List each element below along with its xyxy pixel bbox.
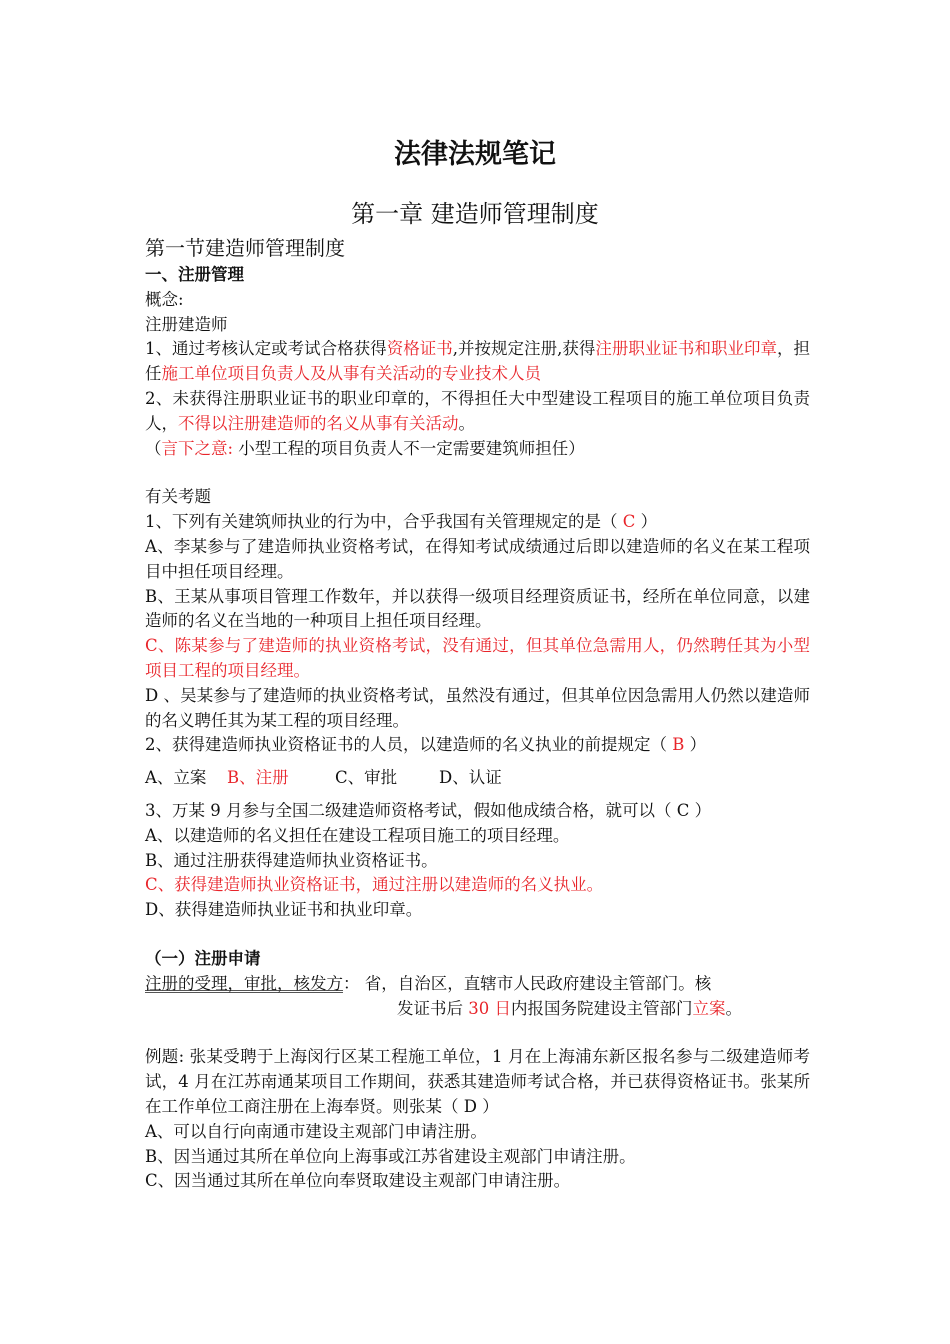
part-heading: 一、注册管理	[145, 265, 244, 284]
def1-text: ,并按规定注册,获得	[452, 339, 596, 359]
definition-2	[145, 387, 810, 437]
q2-stem-text: ）	[684, 735, 707, 755]
q1-option-c: C、陈某参与了建造师的执业资格考试，没有通过，但其单位急需用人，仍然聘任其为小型项目工程的项目经理。	[145, 636, 810, 680]
q2-answer: B	[672, 735, 685, 755]
registration-text: 内报国务院建设主管部门	[511, 998, 693, 1018]
example-option-a: A、可以自行向南通市建设主观部门申请注册。	[145, 1121, 487, 1141]
q1-stem-text: 1、下列有关建筑师执业的行为中，合乎我国有关管理规定的是（	[145, 512, 623, 532]
questions-label: 有关考题	[145, 487, 211, 507]
q1-option-d: D 、吴某参与了建造师的执业资格考试，虽然没有通过，但其单位因急需用人仍然以建造师的名义聘任其为某工程的项目经理。	[145, 685, 810, 730]
document-body	[145, 233, 810, 1194]
document-title: 法律法规笔记	[394, 139, 556, 170]
def2-highlight: 不得以注册建造师的名义从事有关活动	[178, 413, 459, 433]
def1-text: ，担任	[145, 339, 811, 384]
q3-option-c: C、获得建造师执业资格证书，通过注册以建造师的名义执业。	[145, 875, 604, 895]
example-option-c: C、因当通过其所在单位向奉贤取建设主观部门申请注册。	[145, 1171, 571, 1191]
registration-authority-cont	[145, 997, 810, 1022]
def1-highlight: 资格证书	[386, 339, 453, 359]
definition-1	[145, 337, 810, 387]
concept-term: 注册建造师	[145, 314, 228, 334]
q2-options	[145, 766, 810, 791]
q2-option-a: A、立案	[145, 768, 207, 788]
q3-stem: 3、万某 9 月参与全国二级建造师资格考试，假如他成绩合格，就可以（ C ）	[145, 800, 712, 820]
q2-option-d: D、认证	[439, 768, 502, 788]
example-option-b: B、因当通过其所在单位向上海事或江苏省建设主观部门申请注册。	[145, 1146, 636, 1166]
section-title: 第一节建造师管理制度	[145, 236, 345, 260]
q3-option-b: B、通过注册获得建造师执业资格证书。	[145, 850, 438, 870]
concept-label: 概念:	[145, 289, 184, 309]
registration-colon: ：	[343, 973, 360, 993]
registration-days: 30 日	[468, 998, 511, 1018]
q1-stem-text: ）	[635, 512, 658, 532]
q3-option-a: A、以建造师的名义担任在建设工程项目施工的项目经理。	[145, 825, 570, 845]
registration-authority	[145, 972, 810, 997]
q2-option-b: B、注册	[227, 768, 289, 788]
def2-text: 2、未获得注册职业证书的职业印章的，不得担任大中型建设工程项目的施工单位项目负责人，	[145, 388, 810, 433]
registration-text: 。	[725, 998, 742, 1018]
q1-answer: C	[622, 512, 636, 532]
definition-note	[145, 437, 810, 462]
q2-stem-text: 2、获得建造师执业资格证书的人员，以建造师的名义执业的前提规定（	[145, 735, 673, 755]
def2-text: 。	[458, 413, 475, 433]
registration-text: 省，自治区，直辖市人民政府建设主管部门。核	[359, 973, 712, 993]
q2-option-c: C、审批	[335, 768, 398, 788]
def1-highlight: 注册职业证书和职业印章	[595, 339, 778, 359]
q3-option-d: D、获得建造师执业证书和执业印章。	[145, 900, 423, 920]
subsection-heading: （一）注册申请	[145, 948, 261, 968]
note-paren: （	[145, 438, 162, 458]
note-highlight: 言下之意:	[161, 438, 234, 458]
q2-stem	[145, 733, 810, 758]
example-stem: 例题: 张某受聘于上海闵行区某工程施工单位，1 月在上海浦东新区报名参与二级建造师考试，4 月在江苏南通某项目工作期间，获悉其建造师考试合格，并已获得资格证书。张某所在工作单位工商注册在上海奉贤。则张某（ D ）	[145, 1047, 810, 1116]
registration-label: 注册的受理，审批，核发方	[145, 973, 343, 993]
chapter-title: 第一章 建造师管理制度	[351, 200, 599, 228]
def1-text: 1、通过考核认定或考试合格获得	[145, 339, 387, 359]
q1-stem	[145, 510, 810, 535]
registration-text: 发证书后	[397, 998, 469, 1018]
q1-option-a: A、李某参与了建造师执业资格考试，在得知考试成绩通过后即以建造师的名义在某工程项目中担任项目经理。	[145, 536, 810, 581]
registration-highlight: 立案	[692, 998, 726, 1018]
def1-highlight: 施工单位项目负责人及从事有关活动的专业技术人员	[161, 364, 541, 384]
note-text: 小型工程的项目负责人不一定需要建筑师担任）	[233, 438, 585, 458]
q1-option-b: B、王某从事项目管理工作数年，并以获得一级项目经理资质证书，经所在单位同意，以建造师的名义在当地的一种项目上担任项目经理。	[145, 586, 810, 631]
